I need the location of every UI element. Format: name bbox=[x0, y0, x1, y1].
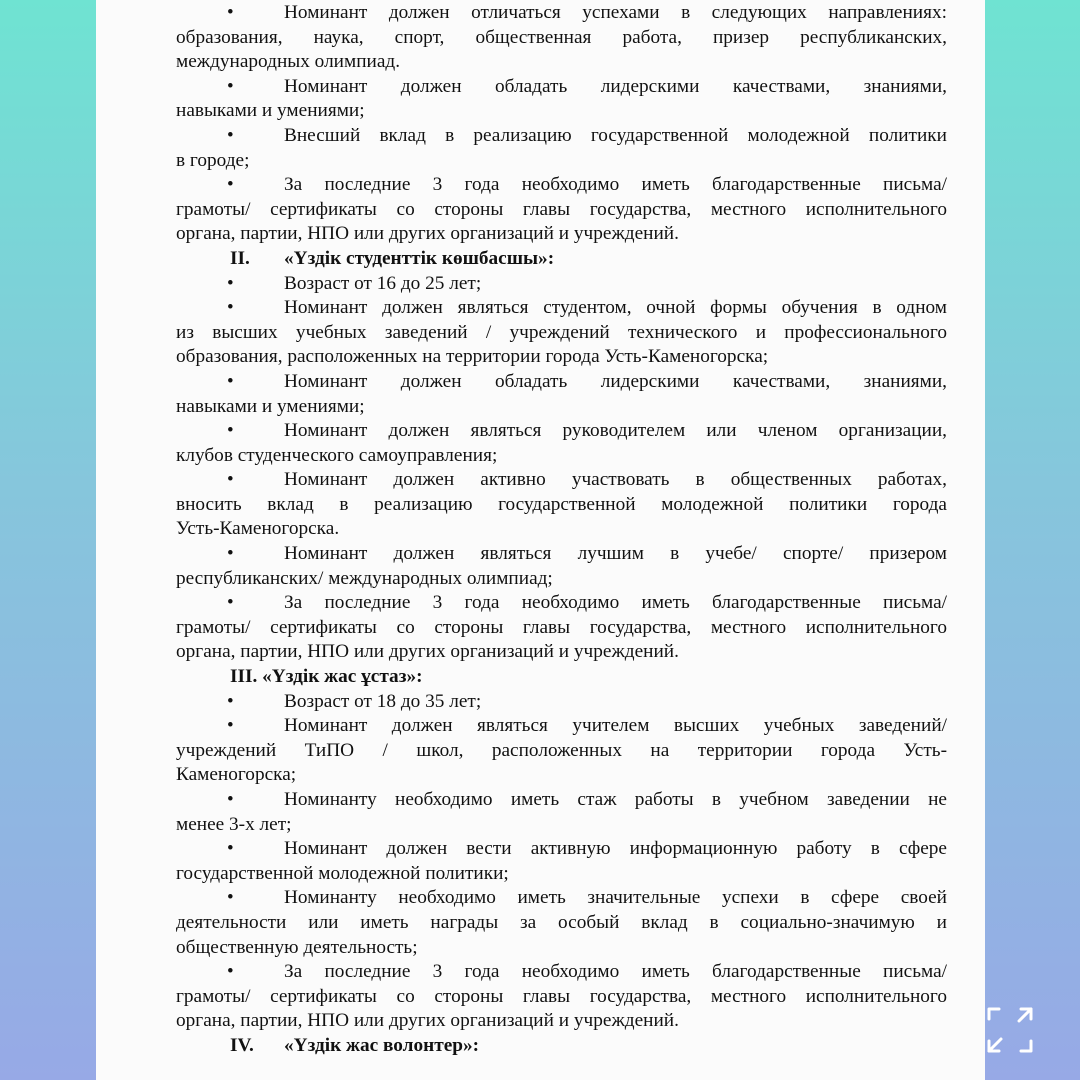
paragraph-line: образования, наука, спорт, общественная работа, призер республиканских, bbox=[176, 26, 947, 48]
document-content bbox=[176, 1, 947, 1059]
bullet-glyph: • bbox=[227, 174, 234, 196]
bullet-glyph: • bbox=[227, 887, 234, 909]
list-item bbox=[176, 591, 947, 616]
paragraph-line: общественную деятельность; bbox=[176, 936, 418, 958]
list-item bbox=[176, 960, 947, 985]
paragraph-line: деятельности или иметь награды за особый вклад в социально-значимую и bbox=[176, 911, 947, 933]
bullet-glyph: • bbox=[227, 592, 234, 614]
expand-icon[interactable] bbox=[985, 1005, 1035, 1055]
section-heading bbox=[176, 247, 947, 272]
paragraph-line: грамоты/ сертификаты со стороны главы государства, местного исполнительного bbox=[176, 198, 947, 220]
list-item bbox=[176, 690, 947, 715]
section-number: II. bbox=[230, 247, 250, 269]
bullet-glyph: • bbox=[227, 690, 234, 712]
paragraph-line: из высших учебных заведений / учреждений технического и профессионального bbox=[176, 321, 947, 343]
list-item-text: Возраст от 18 до 35 лет; bbox=[284, 690, 482, 712]
paragraph-line: клубов студенческого самоуправления; bbox=[176, 444, 498, 466]
paragraph-line: в городе; bbox=[176, 149, 250, 171]
list-item bbox=[176, 886, 947, 911]
bullet-glyph: • bbox=[227, 715, 234, 737]
section-heading bbox=[176, 1034, 947, 1059]
bullet-glyph: • bbox=[227, 75, 234, 97]
list-item bbox=[176, 714, 947, 739]
bullet-glyph: • bbox=[227, 543, 234, 565]
list-item-text: Номинант должен являться студентом, очной формы обучения в одном bbox=[284, 297, 947, 319]
list-item-text: Номинант должен обладать лидерскими качествами, знаниями, bbox=[284, 370, 947, 392]
list-item bbox=[176, 124, 947, 149]
paragraph-line: навыками и умениями; bbox=[176, 100, 365, 122]
bullet-glyph: • bbox=[227, 420, 234, 442]
bullet-glyph: • bbox=[227, 469, 234, 491]
paragraph-line: государственной молодежной политики; bbox=[176, 862, 509, 884]
list-item-text: Номинант должен отличаться успехами в следующих направлениях: bbox=[284, 2, 947, 23]
list-item bbox=[176, 173, 947, 198]
bullet-glyph: • bbox=[227, 789, 234, 810]
paragraph-line: навыками и умениями; bbox=[176, 395, 365, 417]
bullet-glyph: • bbox=[227, 2, 234, 23]
list-item bbox=[176, 468, 947, 493]
section-title: III. «Үздік жас ұстаз»: bbox=[230, 666, 423, 688]
bullet-glyph: • bbox=[227, 370, 234, 392]
list-item bbox=[176, 1, 947, 26]
paragraph-line: республиканских/ международных олимпиад; bbox=[176, 567, 553, 589]
list-item bbox=[176, 370, 947, 395]
paragraph-line: грамоты/ сертификаты со стороны главы государства, местного исполнительного bbox=[176, 985, 947, 1007]
bullet-glyph: • bbox=[227, 961, 234, 983]
section-title: «Үздік студенттік көшбасшы»: bbox=[284, 247, 555, 269]
list-item-text: Возраст от 16 до 25 лет; bbox=[284, 272, 482, 294]
paragraph-line: органа, партии, НПО или других организаций и учреждений. bbox=[176, 641, 679, 663]
paragraph-line: учреждений ТиПО / школ, расположенных на территории города Усть- bbox=[176, 739, 947, 761]
list-item-text: Внесший вклад в реализацию государственной молодежной политики bbox=[284, 124, 947, 146]
section-heading bbox=[176, 665, 947, 690]
bullet-glyph: • bbox=[227, 838, 234, 860]
paragraph-line: международных олимпиад. bbox=[176, 51, 401, 73]
list-item bbox=[176, 542, 947, 567]
list-item-text: Номинант должен являться учителем высших учебных заведений/ bbox=[284, 715, 947, 737]
paragraph-line: вносить вклад в реализацию государственной молодежной политики города bbox=[176, 493, 947, 515]
paragraph-line: образования, расположенных на территории города Усть-Каменогорска; bbox=[176, 346, 769, 368]
bullet-glyph: • bbox=[227, 297, 234, 319]
paragraph-line: Каменогорска; bbox=[176, 764, 297, 786]
list-item bbox=[176, 837, 947, 862]
list-item-text: Номинант должен являться лучшим в учебе/ спорте/ призером bbox=[284, 543, 947, 565]
bullet-glyph: • bbox=[227, 272, 234, 294]
paragraph-line: органа, партии, НПО или других организаций и учреждений. bbox=[176, 223, 679, 245]
list-item-text: Номинанту необходимо иметь стаж работы в учебном заведении не bbox=[284, 789, 947, 810]
list-item-text: Номинант должен являться руководителем или членом организации, bbox=[284, 420, 947, 442]
list-item-text: Номинант должен вести активную информационную работу в сфере bbox=[284, 838, 947, 860]
list-item-text: Номинант должен активно участвовать в общественных работах, bbox=[284, 469, 947, 491]
paragraph-line: грамоты/ сертификаты со стороны главы государства, местного исполнительного bbox=[176, 616, 947, 638]
list-item-text: Номинанту необходимо иметь значительные успехи в сфере своей bbox=[284, 887, 947, 909]
document-page bbox=[96, 0, 985, 1080]
list-item bbox=[176, 419, 947, 444]
list-item-text: За последние 3 года необходимо иметь благодарственные письма/ bbox=[284, 174, 947, 196]
list-item-text: За последние 3 года необходимо иметь благодарственные письма/ bbox=[284, 961, 947, 983]
list-item bbox=[176, 75, 947, 100]
list-item-text: Номинант должен обладать лидерскими качествами, знаниями, bbox=[284, 75, 947, 97]
list-item bbox=[176, 296, 947, 321]
paragraph-line: органа, партии, НПО или других организаций и учреждений. bbox=[176, 1010, 679, 1032]
list-item-text: За последние 3 года необходимо иметь благодарственные письма/ bbox=[284, 592, 947, 614]
section-title: «Үздік жас волонтер»: bbox=[284, 1034, 480, 1056]
list-item bbox=[176, 272, 947, 297]
section-number: IV. bbox=[230, 1034, 254, 1056]
bullet-glyph: • bbox=[227, 124, 234, 146]
paragraph-line: Усть-Каменогорска. bbox=[176, 518, 340, 540]
list-item bbox=[176, 788, 947, 813]
paragraph-line: менее 3-х лет; bbox=[176, 813, 292, 835]
